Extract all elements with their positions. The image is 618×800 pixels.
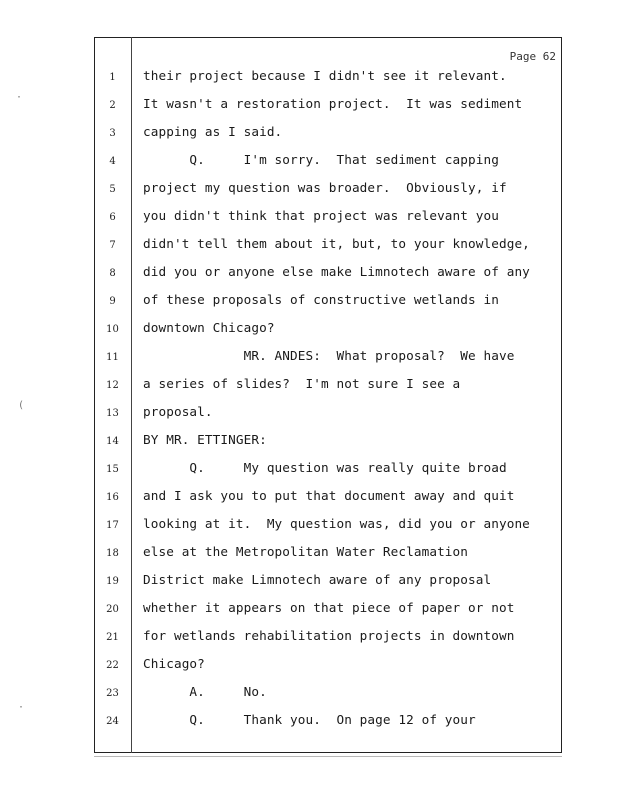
line-text: a series of slides? I'm not sure I see a (143, 376, 461, 391)
transcript-line (94, 374, 562, 402)
line-text: BY MR. ETTINGER: (143, 432, 267, 447)
line-number: 14 (106, 436, 119, 447)
transcript-line (94, 598, 562, 626)
line-number: 3 (109, 128, 116, 139)
line-text: Q. Thank you. On page 12 of your (143, 712, 476, 727)
line-text: A. No. (143, 684, 267, 699)
transcript-line (94, 66, 562, 94)
line-number: 8 (109, 268, 116, 279)
transcript-line (94, 542, 562, 570)
line-number: 17 (106, 520, 119, 531)
transcript-line (94, 94, 562, 122)
line-number: 6 (109, 212, 116, 223)
line-text: project my question was broader. Obviously, if (143, 180, 507, 195)
line-number: 1 (109, 72, 116, 83)
transcript-line (94, 122, 562, 150)
line-number: 4 (109, 156, 116, 167)
line-number: 23 (106, 688, 119, 699)
bottom-scan-rule (94, 756, 562, 757)
line-number: 24 (106, 716, 119, 727)
line-text: looking at it. My question was, did you or anyone (143, 516, 530, 531)
line-text: MR. ANDES: What proposal? We have (143, 348, 515, 363)
line-text: Q. My question was really quite broad (143, 460, 507, 475)
transcript-line (94, 234, 562, 262)
transcript-line (94, 626, 562, 654)
line-text: their project because I didn't see it relevant. (143, 68, 507, 83)
line-number: 18 (106, 548, 119, 559)
line-text: whether it appears on that piece of paper or not (143, 600, 515, 615)
line-number: 20 (106, 604, 119, 615)
line-number: 7 (109, 240, 116, 251)
transcript-line (94, 402, 562, 430)
line-number: 22 (106, 660, 119, 671)
line-text: It wasn't a restoration project. It was sediment (143, 96, 523, 111)
line-text: didn't tell them about it, but, to your knowledge, (143, 236, 530, 251)
line-number: 5 (109, 184, 116, 195)
transcript-line (94, 346, 562, 374)
line-number: 10 (106, 324, 119, 335)
transcript-line (94, 654, 562, 682)
transcript-line (94, 178, 562, 206)
scan-speck: · (18, 702, 25, 713)
line-text: Chicago? (143, 656, 205, 671)
line-number: 12 (106, 380, 119, 391)
line-text: proposal. (143, 404, 213, 419)
line-text: downtown Chicago? (143, 320, 275, 335)
transcript-line (94, 262, 562, 290)
transcript-line (94, 290, 562, 318)
transcript-line (94, 430, 562, 458)
line-text: of these proposals of constructive wetlands in (143, 292, 499, 307)
transcript-line (94, 150, 562, 178)
line-number: 2 (109, 100, 116, 111)
line-text: for wetlands rehabilitation projects in downtown (143, 628, 515, 643)
page-number: Page 62 (509, 50, 556, 63)
transcript-line (94, 710, 562, 738)
line-text: District make Limnotech aware of any proposal (143, 572, 492, 587)
line-text: capping as I said. (143, 124, 283, 139)
line-text: you didn't think that project was relevant you (143, 208, 499, 223)
transcript-line (94, 206, 562, 234)
line-number: 11 (106, 352, 119, 363)
transcript-line (94, 458, 562, 486)
scan-speck: ( (18, 400, 25, 411)
line-number: 9 (109, 296, 116, 307)
line-number: 15 (106, 464, 119, 475)
transcript-line (94, 682, 562, 710)
line-text: else at the Metropolitan Water Reclamation (143, 544, 469, 559)
scan-speck: · (16, 92, 23, 103)
transcript-line (94, 514, 562, 542)
line-text: and I ask you to put that document away and quit (143, 488, 515, 503)
line-number: 21 (106, 632, 119, 643)
line-number: 13 (106, 408, 119, 419)
line-text: did you or anyone else make Limnotech aware of any (143, 264, 530, 279)
transcript-line (94, 486, 562, 514)
line-text: Q. I'm sorry. That sediment capping (143, 152, 499, 167)
transcript-line (94, 570, 562, 598)
line-number: 19 (106, 576, 119, 587)
transcript-line (94, 318, 562, 346)
line-number: 16 (106, 492, 119, 503)
